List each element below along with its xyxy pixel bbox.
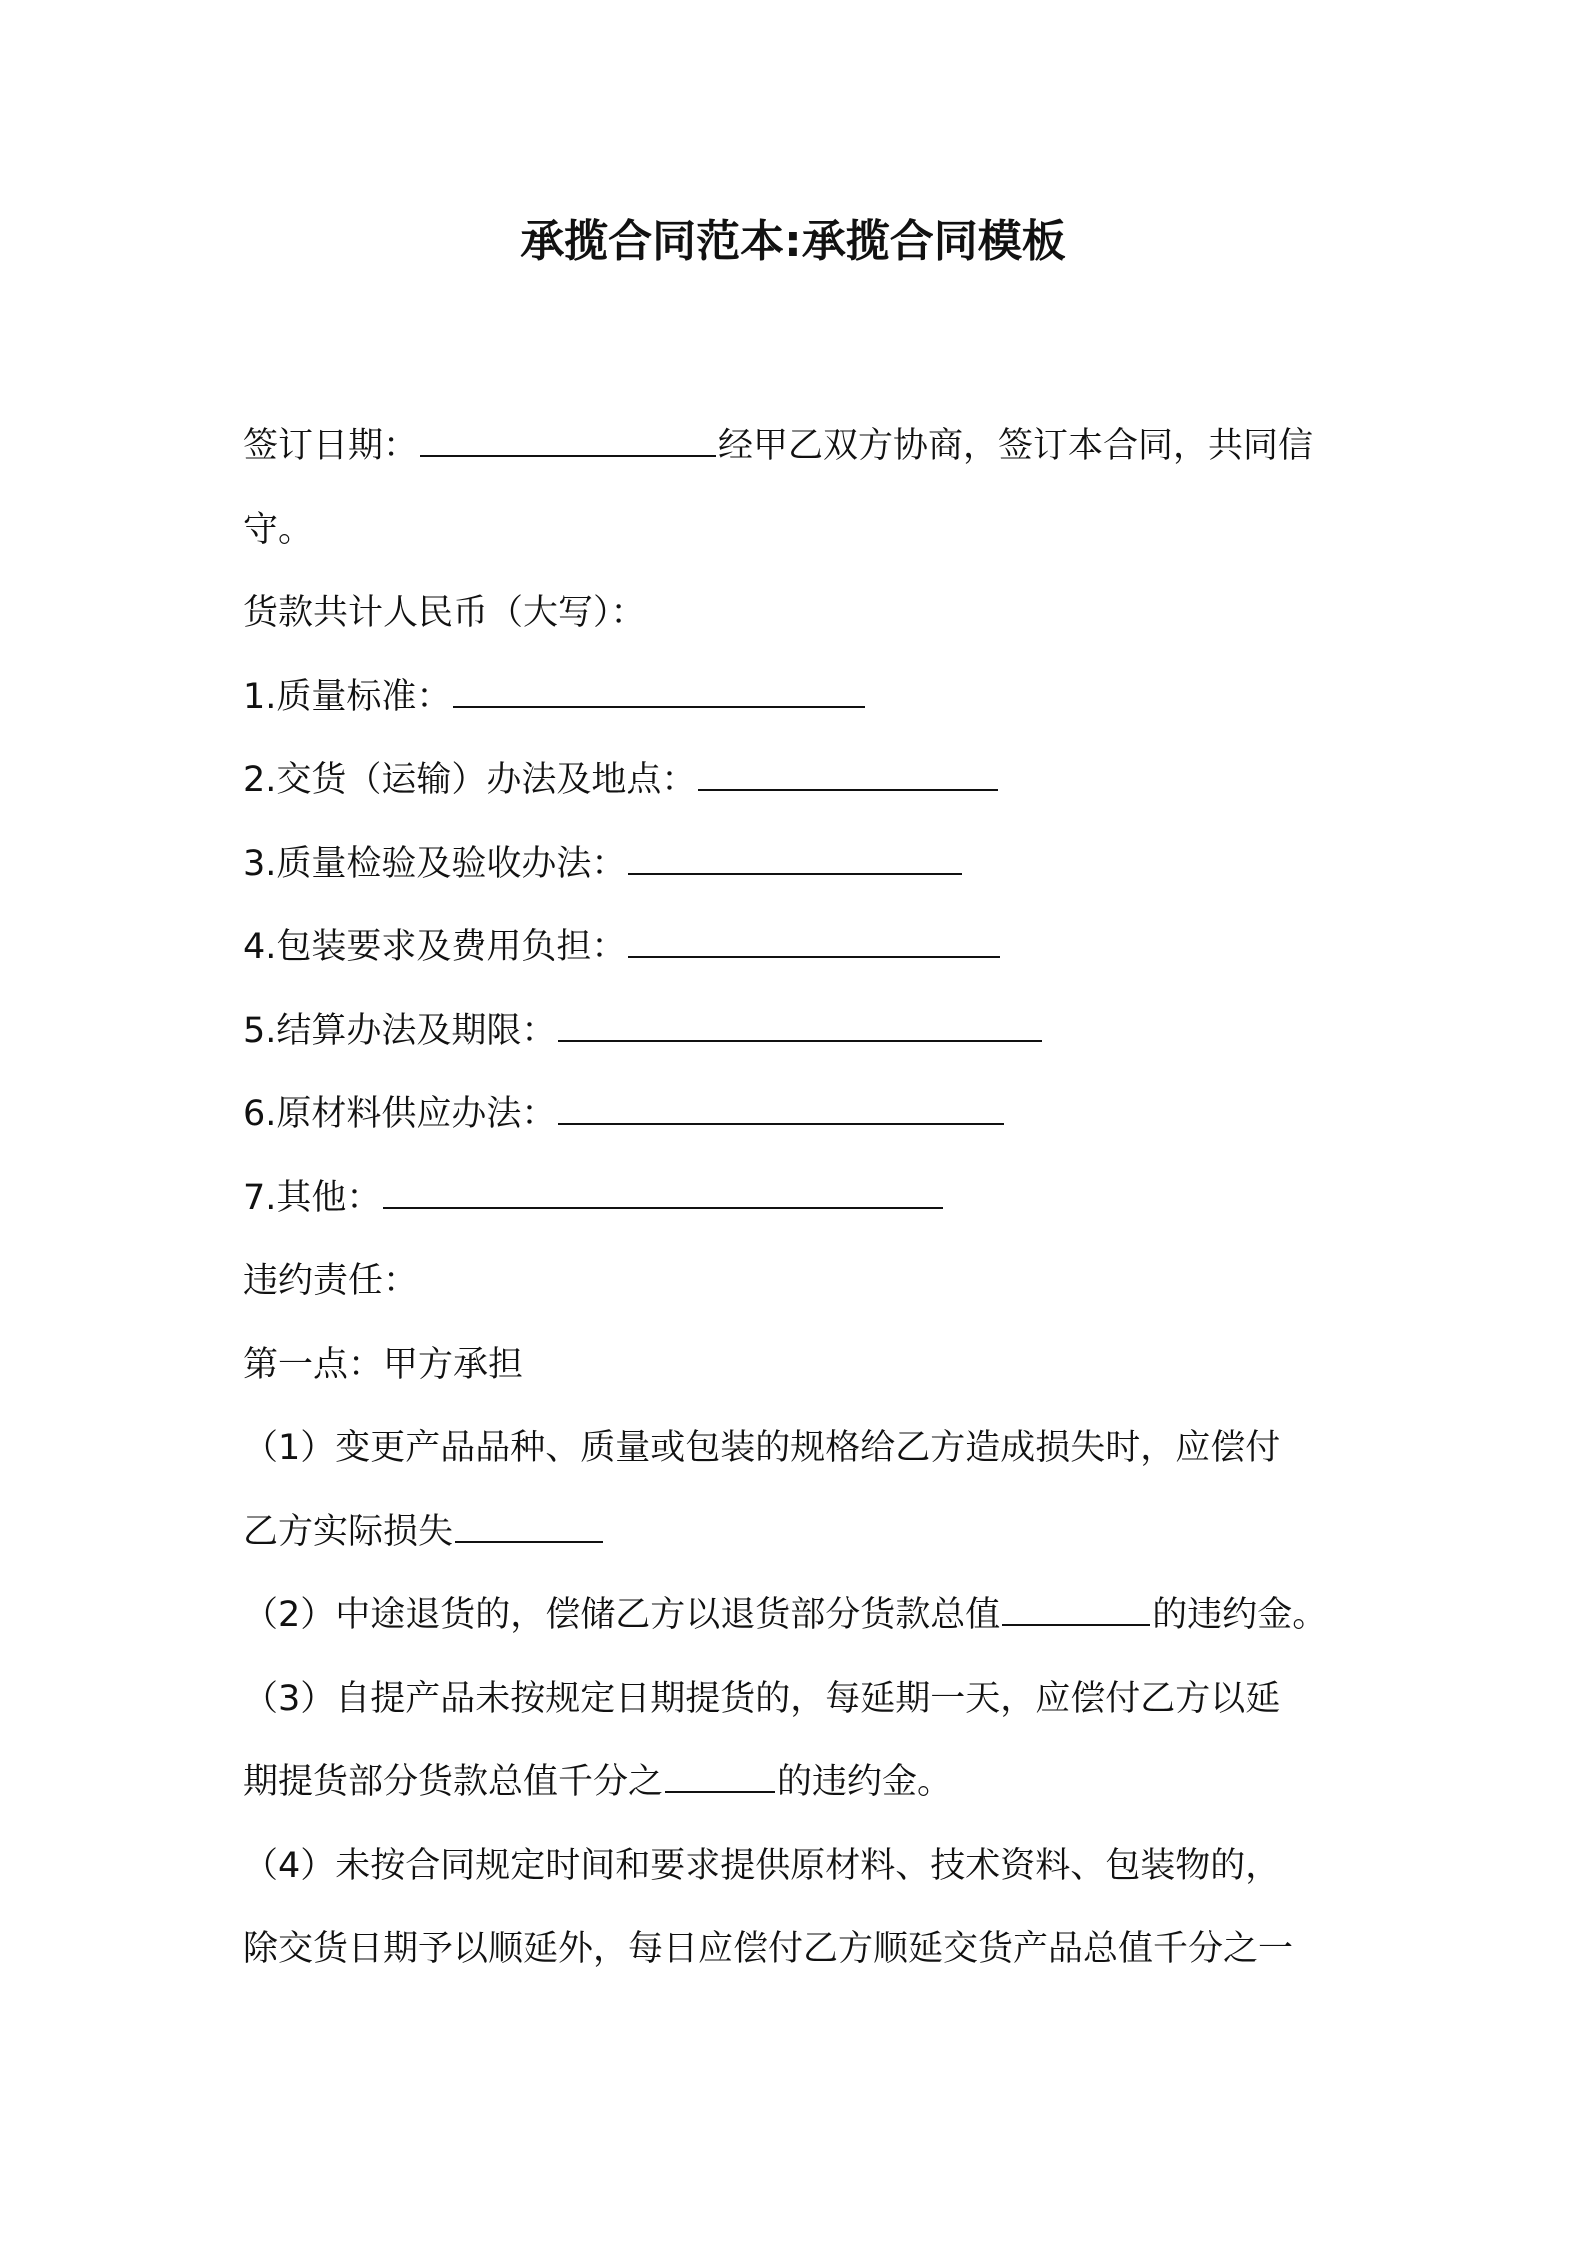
item-label: 3.质量检验及验收办法： <box>243 843 627 884</box>
item-label: 7.其他： <box>243 1177 382 1218</box>
clause-4-line-2: 除交货日期予以顺延外，每日应偿付乙方顺延交货产品总值千分之一 <box>243 1929 1294 1969</box>
sign-date-blank <box>420 425 716 457</box>
clause-3-prefix: 期提货部分货款总值千分之 <box>243 1762 664 1802</box>
clause-1-line-2 <box>243 1491 1363 1575</box>
item-label: 1.质量标准： <box>243 676 452 717</box>
item-blank <box>383 1177 943 1209</box>
item-blank <box>558 1093 1004 1125</box>
clause-1-line-1: （1）变更产品品种、质量或包装的规格给乙方造成损失时，应偿付 <box>243 1428 1281 1468</box>
item-packaging <box>243 906 1363 990</box>
liability-heading: 违约责任： <box>243 1261 419 1301</box>
item-label: 4.包装要求及费用负担： <box>243 927 627 967</box>
document-body <box>243 405 1363 1992</box>
item-delivery <box>243 739 1363 823</box>
party-a-heading: 第一点：甲方承担 <box>243 1344 524 1385</box>
clause-4-line-1: （4）未按合同规定时间和要求提供原材料、技术资料、包装物的， <box>243 1845 1281 1886</box>
sign-date-suffix-2: 守。 <box>243 509 314 550</box>
item-other <box>243 1157 1363 1241</box>
clause-3-line-2 <box>243 1741 1363 1825</box>
sign-date-line <box>243 405 1363 489</box>
item-blank <box>628 926 1000 958</box>
payment-total-label: 货款共计人民币（大写）： <box>243 593 646 633</box>
item-blank <box>628 843 962 875</box>
sign-date-suffix: 经甲乙双方协商，签订本合同，共同信 <box>718 426 1314 466</box>
item-blank <box>453 676 865 708</box>
item-inspection <box>243 823 1363 907</box>
sign-date-label: 签订日期： <box>243 426 419 466</box>
item-label: 6.原材料供应办法： <box>243 1094 557 1134</box>
clause-1-blank <box>455 1511 603 1543</box>
clause-3-blank <box>665 1761 775 1793</box>
clause-1-text: 乙方实际损失 <box>243 1511 454 1552</box>
payment-total-line <box>243 572 1363 656</box>
item-materials <box>243 1073 1363 1157</box>
item-label: 5.结算办法及期限： <box>243 1010 557 1051</box>
item-blank <box>558 1010 1042 1042</box>
clause-3-line-1: （3）自提产品未按规定日期提货的，每延期一天，应偿付乙方以延 <box>243 1678 1281 1719</box>
page-title: 承揽合同范本:承揽合同模板 <box>520 216 1066 267</box>
item-settlement <box>243 990 1363 1074</box>
item-quality-standard <box>243 656 1363 740</box>
clause-2-prefix: （2）中途退货的，偿储乙方以退货部分货款总值 <box>243 1595 1001 1635</box>
clause-2-suffix: 的违约金。 <box>1152 1595 1328 1635</box>
sign-date-line-2 <box>243 489 1363 573</box>
item-label: 2.交货（运输）办法及地点： <box>243 760 697 800</box>
clause-2-blank <box>1002 1594 1150 1626</box>
item-blank <box>698 759 998 791</box>
clause-2-line <box>243 1574 1363 1658</box>
clause-3-suffix: 的违约金。 <box>777 1762 953 1802</box>
